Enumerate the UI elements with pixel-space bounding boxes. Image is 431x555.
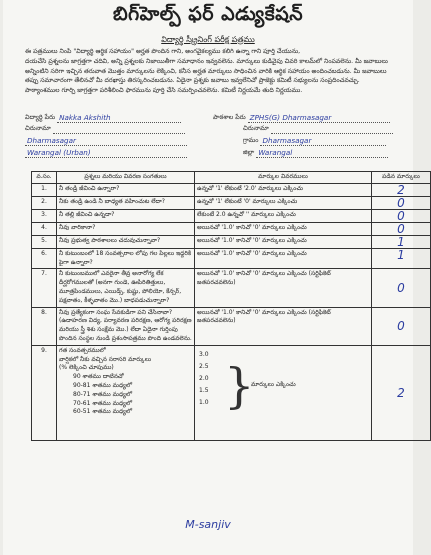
marks-scale xyxy=(197,347,369,439)
row-marking: ఉన్నచో '1' లేకుంటే '2.0' మార్కులు ఎక్కించు xyxy=(195,183,372,196)
score-mark: 0 xyxy=(397,280,405,295)
row-score[interactable] xyxy=(372,307,431,345)
student-name-field[interactable] xyxy=(25,113,181,123)
village-value: Dharmasagar xyxy=(25,136,187,146)
score-mark: 1 xyxy=(397,247,405,262)
table-row xyxy=(32,196,431,209)
instructions-line: తప్పు సమాచారంగా తేలినచో మీ దరఖాస్తు తిరస్కరించబడును. ఏదైనా ప్రశ్నకు జవాబు ఇవ్వలేనిచో ప్రాజెక్టు కమిటీ సభ్యులను సంప్రదించవచ్చు. xyxy=(25,77,360,85)
row-question: నీవు ప్రభుత్వ పాఠశాలలు చదువుచున్నావా? xyxy=(57,235,195,248)
screening-table xyxy=(31,171,431,441)
row-marking: అయినచో '1.0' కానిచో '0' మార్కులు ఎక్కించు (సర్టిఫికెట్ జతపరచవలెను) xyxy=(195,269,372,307)
document-subtitle: విద్యార్థి స్క్రీనింగ్ పరీక్ష పత్రము xyxy=(161,35,255,44)
instructions-line: ఈ పత్రములు నింపి "విద్యార్థి ఆర్థిక సహాయం" అర్హత పొందిన గాని, అంగవైకల్యము కలిగి ఉన్నా గాని పూర్తి చేయును, xyxy=(25,48,301,55)
table-row xyxy=(32,345,431,440)
row-question: నీవు వారికానా? xyxy=(57,222,195,235)
student-name-label: విద్యార్థి పేరు xyxy=(25,114,56,121)
range-list xyxy=(59,373,192,417)
row-num: 2. xyxy=(32,196,57,209)
header-marking: మార్కుల వివరములు xyxy=(195,172,372,184)
row-score[interactable] xyxy=(372,196,431,209)
table-row xyxy=(32,222,431,235)
header-score: పడిన మార్కులు xyxy=(372,172,431,184)
table-row xyxy=(32,235,431,248)
score-mark: 2 xyxy=(397,182,405,197)
address-value xyxy=(53,124,185,134)
row-score[interactable] xyxy=(372,209,431,222)
address2-label: చిరునామా xyxy=(243,125,269,132)
header-num: వ.సం. xyxy=(32,172,57,184)
village2-label: గ్రామం xyxy=(243,137,259,144)
row-num: 6. xyxy=(32,248,57,269)
row-score[interactable] xyxy=(372,183,431,196)
range-item: 60-51 శాతము మధ్యలో xyxy=(73,408,133,416)
school-name-value: ZPHS(G) Dharmasagar xyxy=(248,113,390,123)
document-page xyxy=(3,0,420,555)
scale-value: 3.0 xyxy=(199,350,209,358)
question-line: (% లెక్కించి చూపుము) xyxy=(59,364,114,372)
row-marking: అయినచో '1.0' కానిచో '0' మార్కులు ఎక్కించు xyxy=(195,248,372,269)
scale-values xyxy=(199,349,225,409)
address2-value xyxy=(271,124,393,134)
table-row xyxy=(32,183,431,196)
school-name-field[interactable] xyxy=(213,113,390,123)
instructions-line: దయచేసి ప్రశ్నలను జాగ్రత్తగా చదివి, అన్ని ప్రశ్నలకు నిజాయితీగా సమాధానం ఇవ్వవలెను. మార్కులు కుడివైపు చివరి కాలమ్‌లో నింపవలెను. మీ జవాబులు xyxy=(25,57,388,65)
district-field[interactable] xyxy=(25,148,187,158)
instructions-paragraph xyxy=(25,47,403,96)
table-row xyxy=(32,307,431,345)
table-header-row xyxy=(32,172,431,184)
range-item: 70-61 శాతము మధ్యలో xyxy=(73,399,133,407)
student-name-value: Nakka Akshith xyxy=(57,113,181,123)
district2-label: జిల్లా xyxy=(243,149,255,156)
district2-value: Warangal xyxy=(256,148,388,158)
score-mark: 0 xyxy=(397,319,405,334)
row-score[interactable] xyxy=(372,248,431,269)
district2-field[interactable] xyxy=(243,148,388,158)
row-num: 9. xyxy=(32,345,57,440)
question-line: గత సంవత్సరములో xyxy=(59,346,106,354)
row-marking: అయినచో '1.0' కానిచో '0' మార్కులు ఎక్కించు xyxy=(195,235,372,248)
row-question: నీ కుటుంబములో ఎవరైనా తీవ్ర అనారోగ్య లేక దీర్ఘరోగములతో (అనగా గుండె, ఊపిరితిత్తులు, మూత్రపిండములు, ఎయిడ్స్, కుష్టు, పోలియో, కేన్సర్, పక్షవాతం, కీళ్ళవాతం మొ.) బాధపడుచున్నారా? xyxy=(57,269,195,307)
row-question: నీ కుటుంబంలో 18 సంవత్సరాల లోపు గల పిల్లలు ఇద్దరికి పైగా ఉన్నారా? xyxy=(57,248,195,269)
score-mark: 1 xyxy=(397,234,405,249)
row-question xyxy=(57,345,195,440)
row-num: 7. xyxy=(32,269,57,307)
table-row xyxy=(32,269,431,307)
village-field[interactable] xyxy=(25,136,187,146)
score-mark: 0 xyxy=(397,221,405,236)
range-item: 90-81 శాతము మధ్యలో xyxy=(73,381,133,389)
district-value: Warangal (Urban) xyxy=(25,148,187,158)
address-label: చిరునామా xyxy=(25,125,51,132)
score-mark: 2 xyxy=(397,385,405,400)
row-score[interactable] xyxy=(372,345,431,440)
scale-value: 1.5 xyxy=(199,386,209,394)
row-question: నీ తండ్రి జీవించి ఉన్నారా? xyxy=(57,183,195,196)
row-marking: లేకుంటే 2.0 ఉన్నచో '' మార్కులు ఎక్కించు xyxy=(195,209,372,222)
score-mark: 0 xyxy=(397,208,405,223)
scale-value: 2.5 xyxy=(199,362,209,370)
table-row xyxy=(32,248,431,269)
row-num: 4. xyxy=(32,222,57,235)
header-question: ప్రశ్నలు మరియు వివరణ సంగతులు xyxy=(57,172,195,184)
instructions-line: పాఠ్యాంశముల గూర్చి జాగ్రత్తగా పరిశీలించి ఫారమును పూర్తి చేసి సమర్పించవలెను. కమిటీ నిర్ణయమే తుది నిర్ణయము. xyxy=(25,87,303,95)
scale-value: 2.0 xyxy=(199,374,209,382)
address2-field[interactable] xyxy=(243,124,393,134)
question-line: వార్షికలో నీకు వచ్చిన సరాసరి మార్కులు xyxy=(59,355,152,363)
row-marking xyxy=(195,345,372,440)
village2-field[interactable] xyxy=(243,136,386,146)
row-question: నీవు ప్రత్యేకంగా సంఘ సేవకుడిగా పని చేసినావా? (ఉదాహరణ విద్య, పర్యావరణ పరిరక్షణ, ఆరోగ్య పరిరక్షణ మరియు స్త్రీ శిశు సంక్షేమ మొ.) లేదా ఏదైనా గుర్తింపు పొందిన సంస్థల నుండి ప్రశంసాపత్రము పొంది ఉండవలెను. xyxy=(57,307,195,345)
village2-value: Dharmasagar xyxy=(260,136,386,146)
row-question: నీ తల్లి జీవించి ఉన్నదా? xyxy=(57,209,195,222)
address-field[interactable] xyxy=(25,124,185,134)
range-item: 90 శాతము దాటినచో xyxy=(73,373,124,381)
row-score[interactable] xyxy=(372,222,431,235)
table-row xyxy=(32,209,431,222)
row-num: 5. xyxy=(32,235,57,248)
scale-value: 1.0 xyxy=(199,398,209,406)
range-item: 80-71 శాతము మధ్యలో xyxy=(73,390,133,398)
score-mark: 0 xyxy=(397,195,405,210)
row-marking: అయినచో '1.0' కానిచో '0' మార్కులు ఎక్కించు xyxy=(195,222,372,235)
row-marking: అయినచో '1.0' కానిచో '0' మార్కులు ఎక్కించు (సర్టిఫికెట్ జతపరచవలెను) xyxy=(195,307,372,345)
instructions-line: అన్నింటిని సరిగా ఇచ్చిన తరువాత మొత్తం మార్కులను లెక్కించి, కనీస అర్హత మార్కులు సాధించిన వారికి ఆర్థిక సహాయం అందించబడును. మీ జవాబులు xyxy=(25,67,387,75)
signature: M-sanjiv xyxy=(185,518,231,531)
row-score[interactable] xyxy=(372,269,431,307)
scale-instruction: మార్కులు ఎక్కించు xyxy=(251,380,296,388)
row-question: నీకు తండ్రి ఉండి నీ బాధ్యత వహించుట లేదా? xyxy=(57,196,195,209)
row-num: 8. xyxy=(32,307,57,345)
row-num: 1. xyxy=(32,183,57,196)
school-name-label: పాఠశాల పేరు xyxy=(213,114,246,121)
row-num: 3. xyxy=(32,209,57,222)
row-marking: ఉన్నచో '1' లేకుంటే '0' మార్కులు ఎక్కించు xyxy=(195,196,372,209)
document-title: బిగ్‌హెల్ప్ ఫర్ ఎడ్యుకేషన్ xyxy=(112,3,304,25)
brace-icon: } xyxy=(224,357,255,414)
row-score[interactable] xyxy=(372,235,431,248)
